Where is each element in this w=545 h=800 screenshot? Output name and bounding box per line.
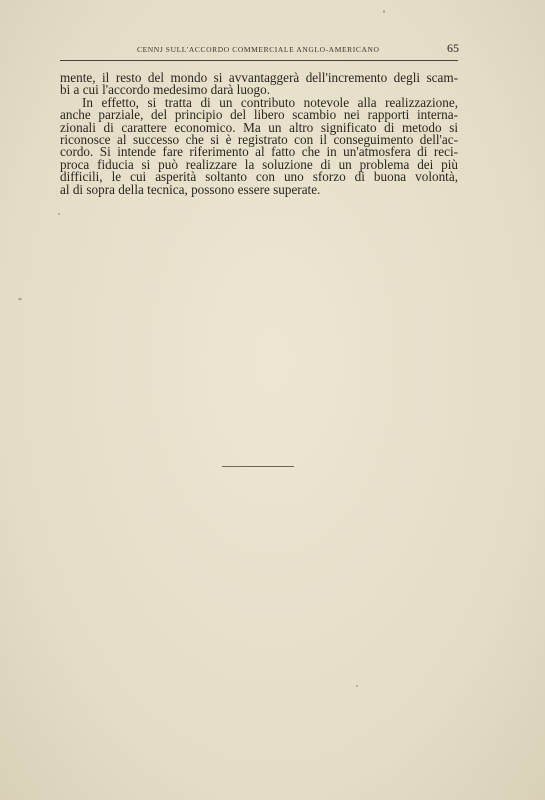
page-number: 65	[447, 41, 459, 55]
body-text	[60, 72, 458, 196]
paper-speck	[356, 685, 358, 687]
text-line: riconosce al successo che si è registrato con il conseguimento dell'ac-	[60, 132, 458, 148]
page-header	[60, 41, 460, 57]
text-line: proca fiducia si può realizzare la soluzione di un problema dei più	[60, 156, 458, 172]
end-rule	[222, 466, 294, 467]
header-rule	[60, 60, 458, 61]
text-line: zionali di carattere economico. Ma un altro significato di metodo si	[60, 119, 458, 135]
text-line: al di sopra della tecnica, possono essere superate.	[60, 181, 321, 197]
text-line: mente, il resto del mondo si avvantaggerà dell'incremento degli scam-	[60, 70, 458, 85]
text-line: cordo. Si intende fare riferimento al fatto che in un'atmosfera di reci-	[60, 144, 458, 160]
text-line: bi a cui l'accordo medesimo darà luogo.	[60, 82, 271, 98]
running-head: CENNJ SULL'ACCORDO COMMERCIALE ANGLO-AMERICANO	[137, 45, 380, 54]
text-line: difficili, le cui asperità soltanto con uno sforzo di buona volontà,	[60, 169, 458, 185]
paper-speck	[18, 298, 22, 300]
text-line: In effetto, si tratta di un contributo notevole alla realizzazione,	[82, 94, 458, 110]
paper-speck	[383, 10, 385, 13]
text-line: anche parziale, del principio del libero scambio nei rapporti interna-	[60, 107, 458, 123]
paper-speck	[58, 213, 60, 215]
